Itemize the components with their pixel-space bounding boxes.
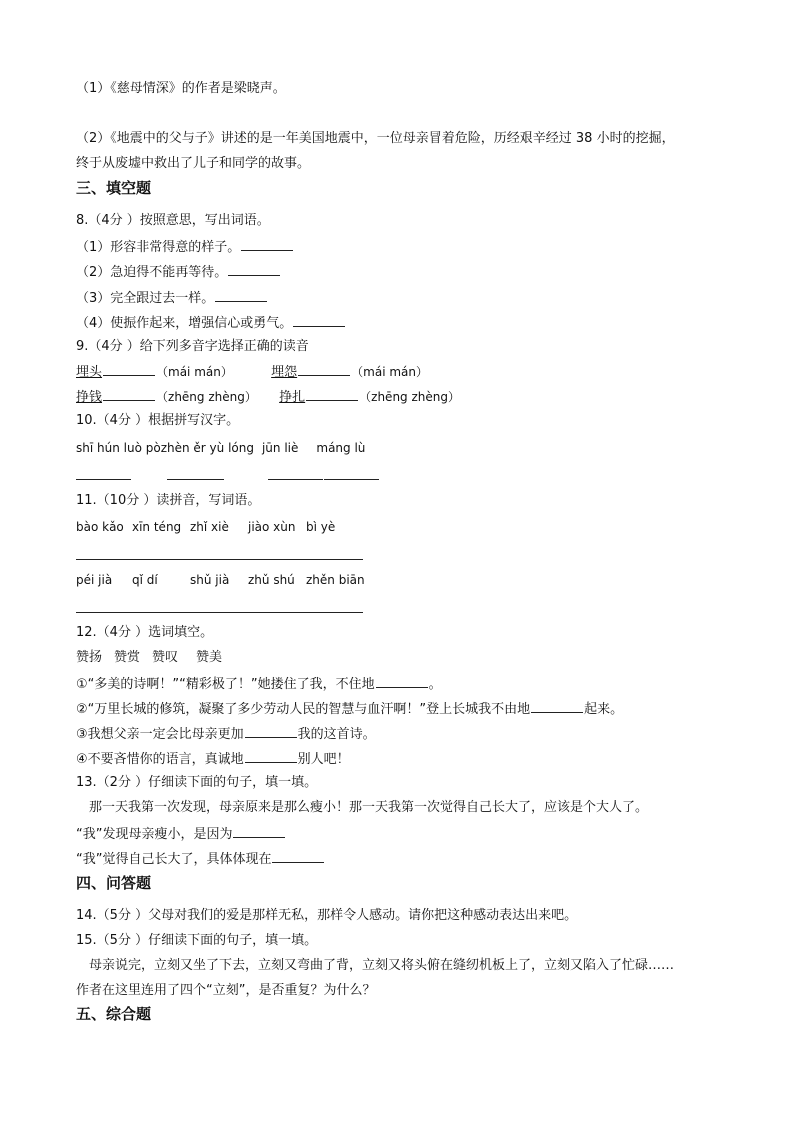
q12-sentence-2: ②“万里长城的修筑，凝聚了多少劳动人民的智慧与血汗啊！”登上长城我不由地 起来。	[76, 699, 623, 719]
q8-heading: 8.（4分 ）按照意思，写出词语。	[76, 213, 270, 228]
answer-blank[interactable]	[376, 674, 428, 688]
q13-line-2: “我”觉得自己长大了，具体体现在	[76, 849, 325, 869]
answer-line[interactable]	[76, 479, 131, 480]
q11-pinyin-row-2: péi jià qǐ dí shǔ jià zhǔ shú zhěn biān	[76, 573, 365, 587]
q12-sentence-3: ③我想父亲一定会比母亲更加 我的这首诗。	[76, 724, 376, 744]
answer-blank[interactable]	[245, 749, 297, 763]
answer-blank[interactable]	[241, 237, 293, 251]
answer-blank[interactable]	[103, 387, 155, 401]
q12-heading: 12.（4分 ）选词填空。	[76, 625, 214, 640]
answer-blank[interactable]	[215, 288, 267, 302]
answer-line[interactable]	[167, 479, 224, 480]
q9-row-2: 挣钱 （zhēng zhèng） 挣扎 （zhēng zhèng）	[76, 387, 460, 407]
answer-blank[interactable]	[103, 362, 155, 376]
intro-line-2b: 终于从废墟中救出了儿子和同学的故事。	[76, 156, 311, 171]
q12-sentence-1: ①“多美的诗啊！”“精彩极了！”她搂住了我，不住地 。	[76, 674, 442, 694]
section-heading-comprehensive: 五、综合题	[76, 1005, 152, 1023]
q12-word-options: 赞扬 赞赏 赞叹 赞美	[76, 650, 223, 665]
q8-item-2: （2）急迫得不能再等待。	[76, 262, 281, 282]
answer-line[interactable]	[76, 612, 363, 613]
answer-blank[interactable]	[306, 387, 358, 401]
q15-heading: 15.（5分 ）仔细读下面的句子，填一填。	[76, 933, 318, 948]
q8-item-3: （3）完全跟过去一样。	[76, 288, 268, 308]
answer-line[interactable]	[268, 479, 323, 480]
q14-heading: 14.（5分 ）父母对我们的爱是那样无私，那样令人感动。请你把这种感动表达出来吧。	[76, 908, 578, 923]
answer-line[interactable]	[76, 559, 363, 560]
q11-pinyin-row-1: bào kǎo xīn téng zhǐ xiè jiào xùn bì yè	[76, 520, 336, 534]
answer-blank[interactable]	[272, 849, 324, 863]
q13-passage: 那一天我第一次发现，母亲原来是那么瘦小！那一天我第一次觉得自己长大了，应该是个大人了。	[89, 800, 649, 815]
pinyin: jūn liè	[261, 441, 299, 455]
answer-blank[interactable]	[531, 699, 583, 713]
pinyin: máng lù	[316, 441, 366, 455]
q12-sentence-4: ④不要吝惜你的语言，真诚地 别人吧！	[76, 749, 350, 769]
q8-item-1: （1）形容非常得意的样子。	[76, 237, 294, 257]
answer-line[interactable]	[324, 479, 379, 480]
intro-line-2a: （2）《地震中的父与子》讲述的是一年美国地震中，一位母亲冒着危险，历经艰辛经过 38 小时的挖掘，	[76, 131, 675, 146]
q13-line-1: “我”发现母亲瘦小，是因为	[76, 824, 286, 844]
q15-passage: 母亲说完，立刻又坐了下去，立刻又弯曲了背，立刻又将头俯在缝纫机板上了，立刻又陷入了忙碌……	[89, 958, 675, 973]
answer-blank[interactable]	[233, 824, 285, 838]
q10-heading: 10.（4分 ）根据拼写汉字。	[76, 413, 240, 428]
q9-row-1: 埋头 （mái mán） 埋怨 （mái mán）	[76, 362, 428, 382]
section-heading-qa: 四、问答题	[76, 874, 152, 892]
intro-line-1: （1）《慈母情深》的作者是梁晓声。	[76, 81, 286, 96]
q8-item-4: （4）使振作起来，增强信心或勇气。	[76, 313, 346, 333]
pinyin: shī hún luò pò	[76, 441, 161, 455]
q13-heading: 13.（2分 ）仔细读下面的句子，填一填。	[76, 775, 318, 790]
answer-blank[interactable]	[293, 313, 345, 327]
q15-question: 作者在这里连用了四个“立刻”，是否重复？为什么？	[76, 983, 376, 998]
q11-heading: 11.（10分 ）读拼音，写词语。	[76, 493, 261, 508]
section-heading-fill-in: 三、填空题	[76, 179, 152, 197]
pinyin: zhèn ěr yù lóng	[160, 441, 254, 455]
q10-pinyin-row	[76, 440, 365, 456]
answer-blank[interactable]	[298, 362, 350, 376]
answer-blank[interactable]	[245, 724, 297, 738]
answer-blank[interactable]	[228, 262, 280, 276]
q9-heading: 9.（4分 ）给下列多音字选择正确的读音	[76, 339, 309, 354]
